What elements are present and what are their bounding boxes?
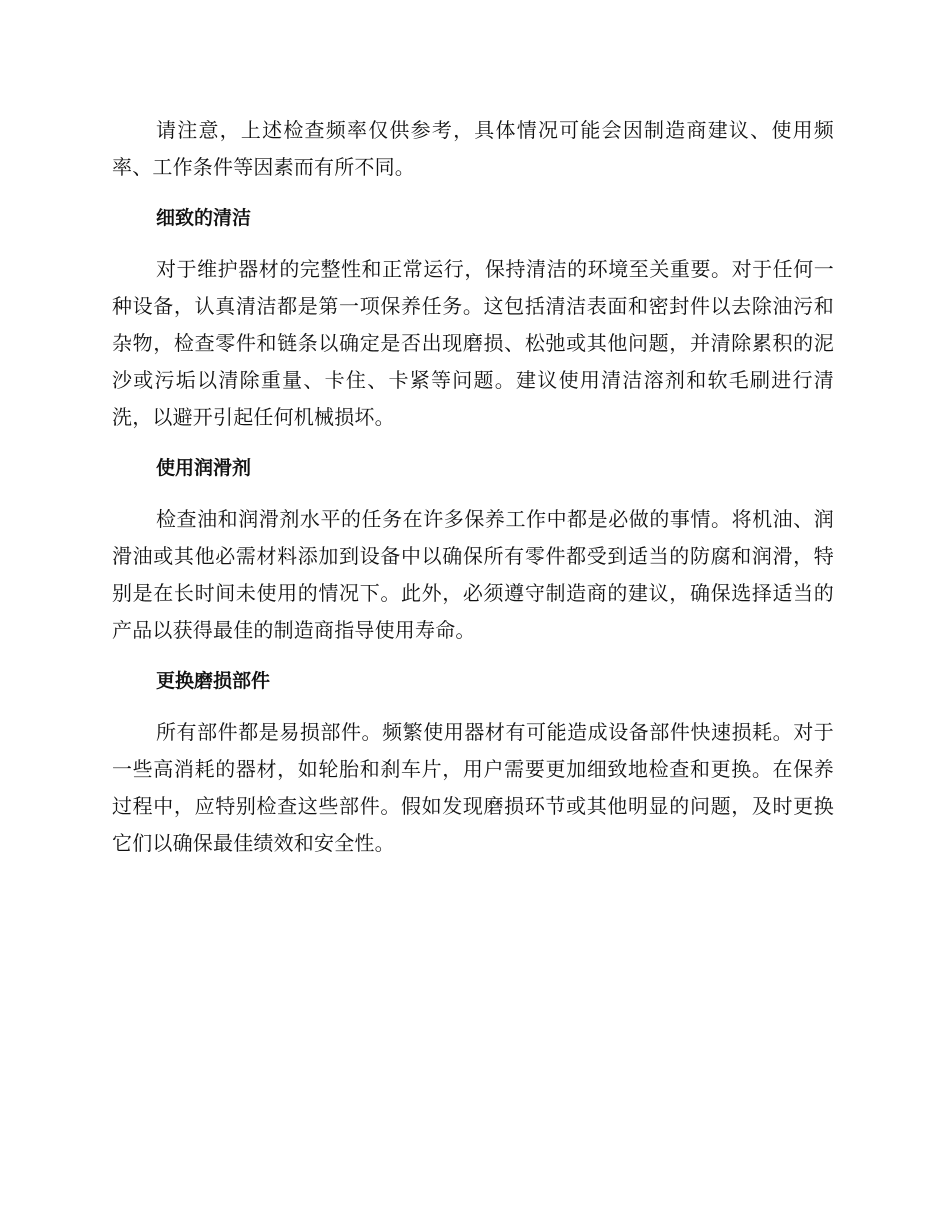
section-body-cleaning: 对于维护器材的完整性和正常运行，保持清洁的环境至关重要。对于任何一种设备，认真清洁都是第一项保养任务。这包括清洁表面和密封件以去除油污和杂物，检查零件和链条以确定是否出现磨损、松弛或其他问题，并清除累积的泥沙或污垢以清除重量、卡住、卡紧等问题。建议使用清洁溶剂和软毛刷进行清洗，以避开引起任何机械损坏。 [112, 257, 834, 429]
section-heading-replace-parts: 更换磨损部件 [156, 670, 271, 692]
intro-paragraph: 请注意，上述检查频率仅供参考，具体情况可能会因制造商建议、使用频率、工作条件等因素而有所不同。 [112, 118, 834, 179]
section-heading-cleaning: 细致的清洁 [156, 207, 252, 229]
section-body-lubricant: 检查油和润滑剂水平的任务在许多保养工作中都是必做的事情。将机油、润滑油或其他必需材料添加到设备中以确保所有零件都受到适当的防腐和润滑，特别是在长时间未使用的情况下。此外，必须遵守制造商的建议，确保选择适当的产品以获得最佳的制造商指导使用寿命。 [112, 507, 834, 642]
document-page [112, 112, 834, 876]
section-heading-lubricant: 使用润滑剂 [156, 457, 252, 479]
section-body-replace-parts: 所有部件都是易损部件。频繁使用器材有可能造成设备部件快速损耗。对于一些高消耗的器材，如轮胎和刹车片，用户需要更加细致地检查和更换。在保养过程中，应特别检查这些部件。假如发现磨损环节或其他明显的问题，及时更换它们以确保最佳绩效和安全性。 [112, 720, 834, 855]
